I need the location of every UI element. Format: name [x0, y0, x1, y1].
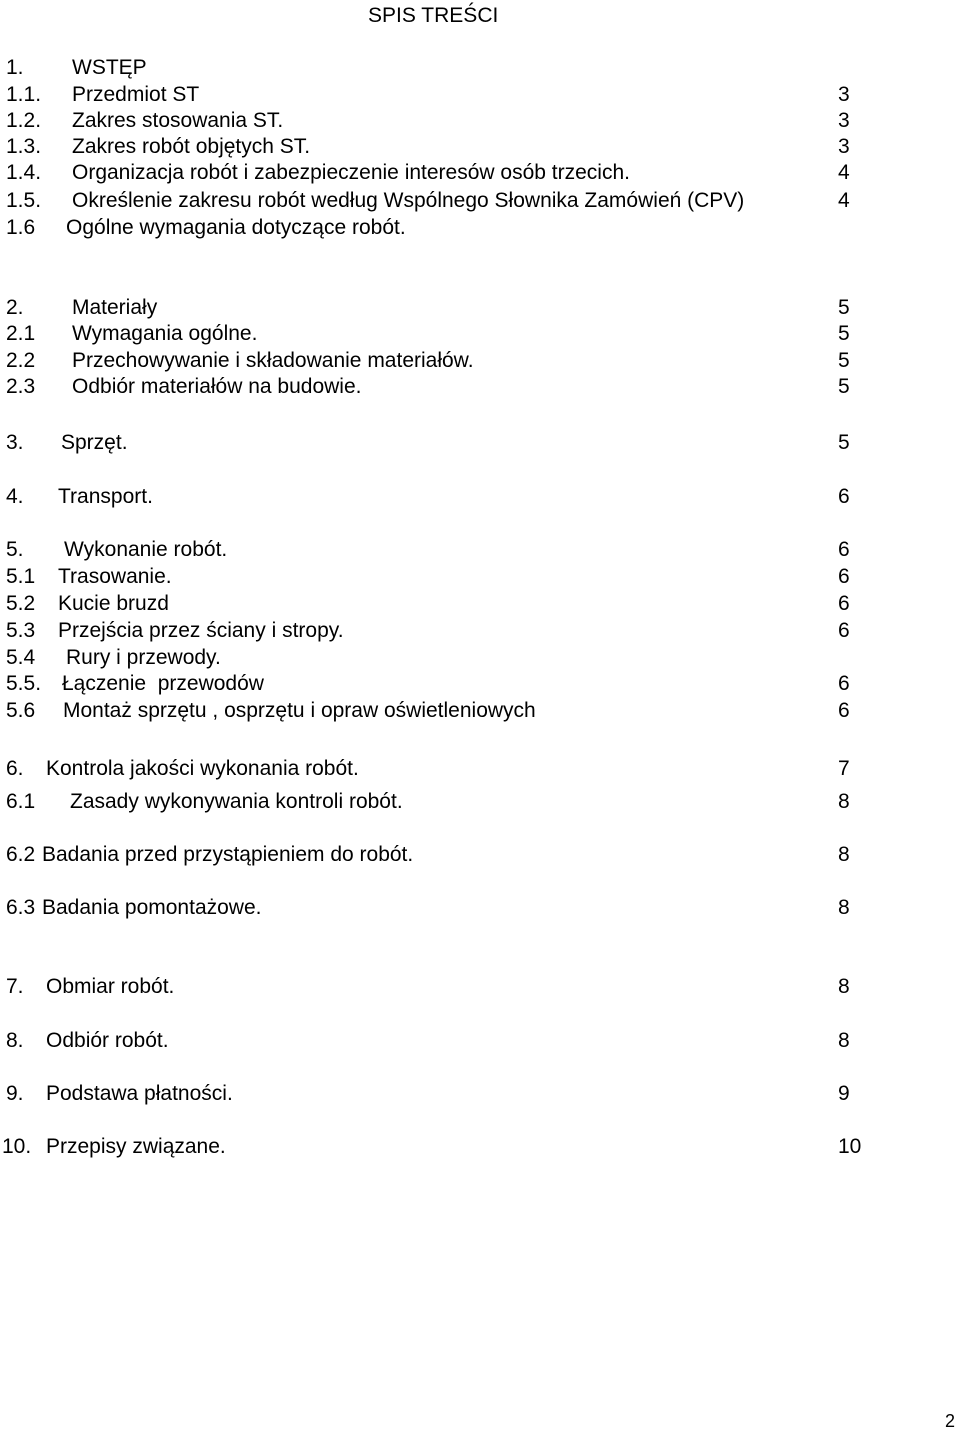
entry-page: 8	[838, 975, 850, 998]
entry-title: WSTĘP	[72, 56, 147, 79]
entry-number: 1.2.	[6, 109, 42, 132]
entry-title: Materiały	[72, 296, 158, 319]
entry-number: 2.	[6, 296, 24, 319]
entry-number: 4.	[6, 485, 24, 508]
entry-title: Zakres robót objętych ST.	[72, 135, 311, 158]
entry-title: Podstawa płatności.	[46, 1082, 233, 1105]
entry-page: 4	[838, 161, 850, 184]
entry-number: 10.	[2, 1135, 32, 1158]
entry-page: 8	[838, 790, 850, 813]
entry-title: Łączenie przewodów	[62, 672, 264, 695]
entry-number: 1.5.	[6, 189, 42, 212]
entry-number: 5.	[6, 538, 24, 561]
entry-title: Zasady wykonywania kontroli robót.	[70, 790, 403, 813]
entry-page: 6	[838, 672, 850, 695]
entry-title: Ogólne wymagania dotyczące robót.	[66, 216, 406, 239]
entry-number: 1.1.	[6, 83, 42, 106]
entry-title: Odbiór robót.	[46, 1029, 169, 1052]
entry-page: 6	[838, 538, 850, 561]
entry-page: 8	[838, 1029, 850, 1052]
entry-title: Przedmiot ST	[72, 83, 200, 106]
entry-number: 2.2	[6, 349, 36, 372]
entry-number: 5.2	[6, 592, 36, 615]
entry-page: 6	[838, 485, 850, 508]
entry-page: 3	[838, 135, 850, 158]
entry-title: Odbiór materiałów na budowie.	[72, 375, 362, 398]
entry-page: 5	[838, 375, 850, 398]
entry-page: 6	[838, 619, 850, 642]
entry-title: Kucie bruzd	[58, 592, 169, 615]
entry-number: 1.3.	[6, 135, 42, 158]
entry-title: Badania pomontażowe.	[42, 896, 262, 919]
entry-number: 7.	[6, 975, 24, 998]
entry-number: 2.3	[6, 375, 36, 398]
entry-page: 3	[838, 83, 850, 106]
entry-number: 9.	[6, 1082, 24, 1105]
entry-page: 5	[838, 349, 850, 372]
entry-title: Organizacja robót i zabezpieczenie interesów osób trzecich.	[72, 161, 630, 184]
entry-page: 4	[838, 189, 850, 212]
entry-page: 8	[838, 843, 850, 866]
entry-title: Wykonanie robót.	[64, 538, 228, 561]
entry-title: Montaż sprzętu , osprzętu i opraw oświetleniowych	[63, 699, 536, 722]
entry-page: 5	[838, 322, 850, 345]
entry-page: 5	[838, 431, 850, 454]
entry-title: Określenie zakresu robót według Wspólnego Słownika Zamówień (CPV)	[72, 189, 745, 212]
entry-page: 5	[838, 296, 850, 319]
entry-number: 1.4.	[6, 161, 42, 184]
entry-title: Przechowywanie i składowanie materiałów.	[72, 349, 474, 372]
page-number: 2	[945, 1411, 956, 1431]
entry-page: 8	[838, 896, 850, 919]
entry-title: Rury i przewody.	[66, 646, 221, 669]
entry-number: 3.	[6, 431, 24, 454]
entry-number: 5.1	[6, 565, 36, 588]
entry-page: 7	[838, 757, 850, 780]
entry-number: 5.5.	[6, 672, 42, 695]
entry-title: Wymagania ogólne.	[72, 322, 258, 345]
entry-page: 6	[838, 699, 850, 722]
entry-number: 5.3	[6, 619, 36, 642]
entry-number: 1.6	[6, 216, 36, 239]
entry-title: Obmiar robót.	[46, 975, 175, 998]
entry-title: Zakres stosowania ST.	[72, 109, 284, 132]
entry-number: 5.4	[6, 646, 36, 669]
entry-number: 1.	[6, 56, 24, 79]
entry-title: Kontrola jakości wykonania robót.	[46, 757, 359, 780]
entry-title: Transport.	[58, 485, 153, 508]
entry-title: Przejścia przez ściany i stropy.	[58, 619, 344, 642]
entry-number: 6.1	[6, 790, 36, 813]
entry-number: 2.1	[6, 322, 36, 345]
entry-page: 3	[838, 109, 850, 132]
entry-title: Trasowanie.	[58, 565, 172, 588]
entry-page: 9	[838, 1082, 850, 1105]
toc-title: SPIS TREŚCI	[368, 4, 499, 27]
entry-number: 6.	[6, 757, 24, 780]
entry-page: 6	[838, 565, 850, 588]
entry-title: Badania przed przystąpieniem do robót.	[42, 843, 414, 866]
entry-title: Sprzęt.	[61, 431, 128, 454]
entry-title: Przepisy związane.	[46, 1135, 226, 1158]
entry-number: 5.6	[6, 699, 36, 722]
entry-number: 6.2	[6, 843, 36, 866]
entry-page: 10	[838, 1135, 862, 1158]
entry-number: 8.	[6, 1029, 24, 1052]
entry-page: 6	[838, 592, 850, 615]
entry-number: 6.3	[6, 896, 36, 919]
